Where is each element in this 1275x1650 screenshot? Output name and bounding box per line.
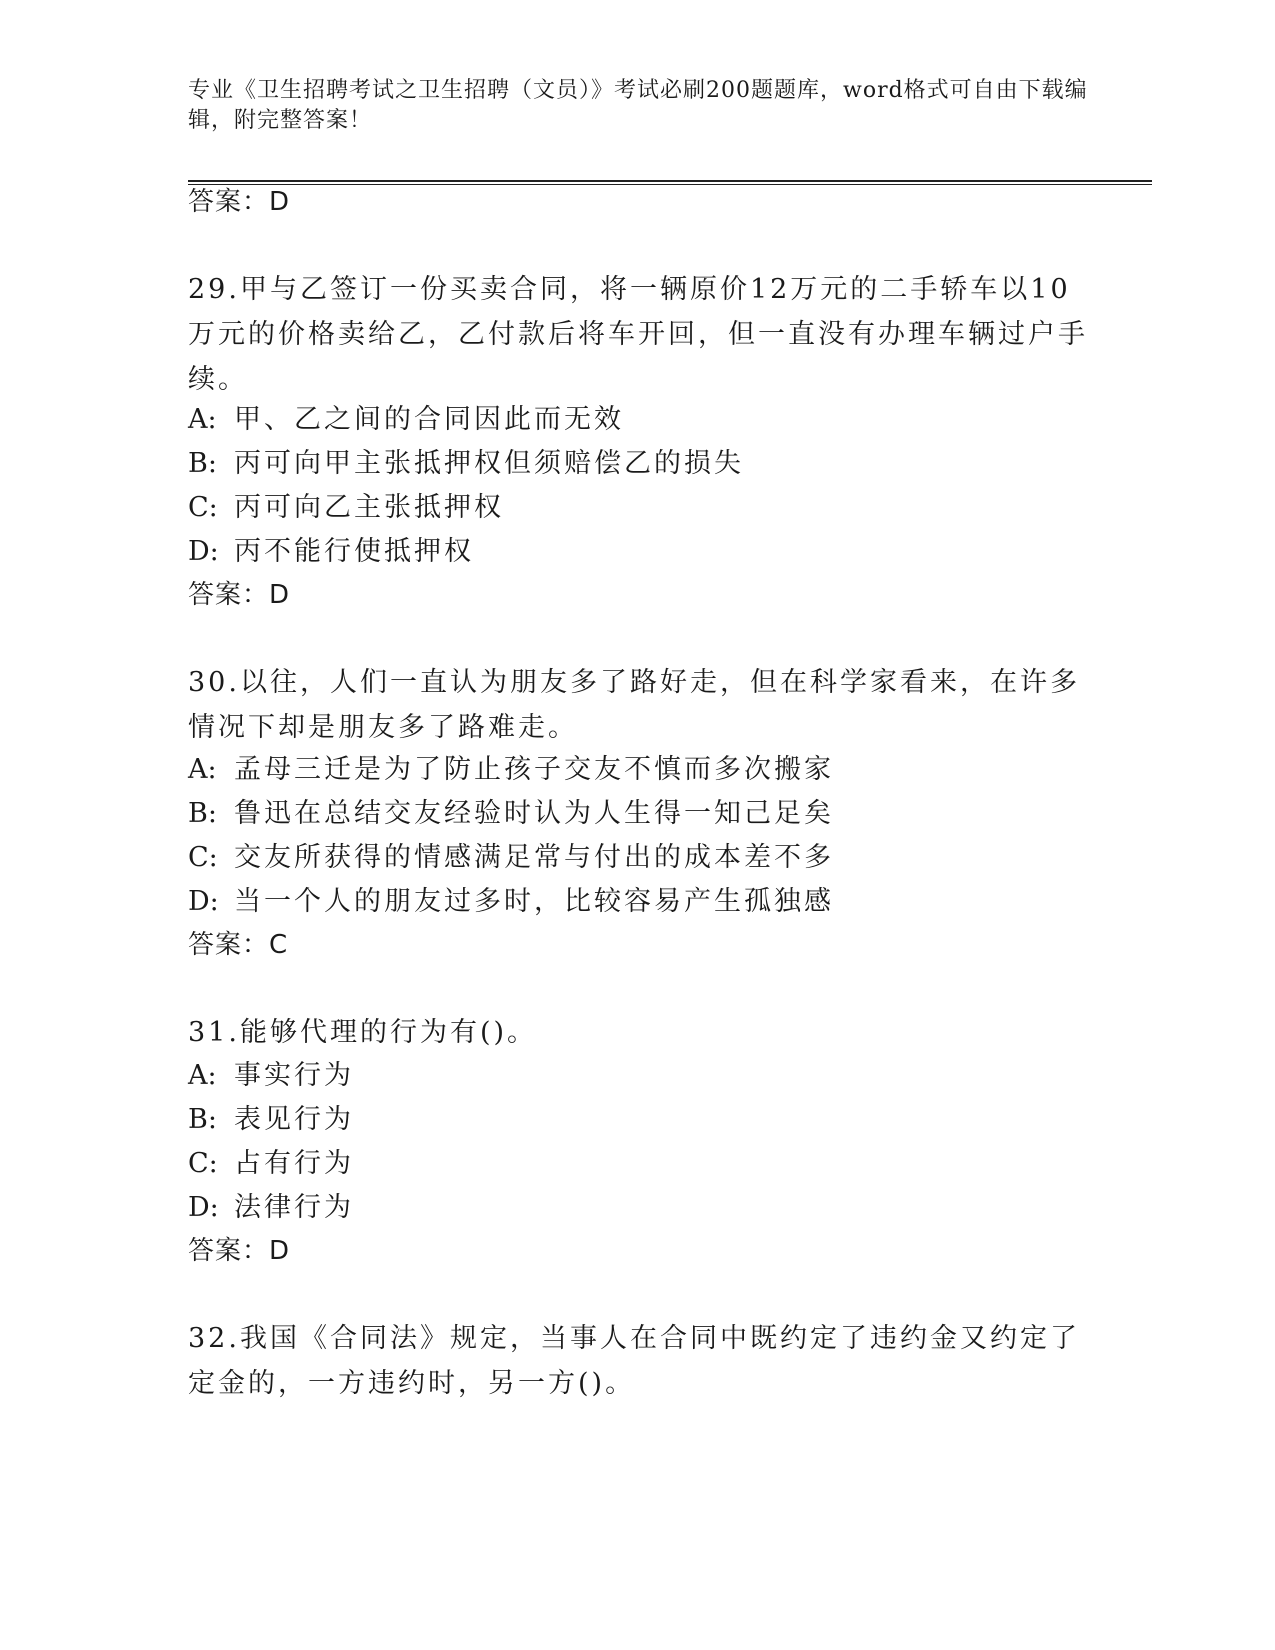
option-text: 占有行为	[234, 1148, 354, 1179]
question-31-option-d	[188, 1190, 354, 1226]
option-letter: B:	[188, 448, 217, 479]
option-text: 法律行为	[234, 1192, 354, 1223]
answer-q30: 答案：C	[188, 930, 289, 960]
question-31-option-c	[188, 1146, 354, 1182]
option-text: 鲁迅在总结交友经验时认为人生得一知己足矣	[234, 798, 834, 829]
option-letter: B:	[188, 1104, 217, 1135]
option-letter: D:	[188, 886, 219, 917]
question-32-text: 32.我国《合同法》规定，当事人在合同中既约定了违约金又约定了定金的，一方违约时，另一方()。	[188, 1323, 1080, 1399]
question-31-text: 31.能够代理的行为有()。	[188, 1017, 538, 1048]
option-text: 表见行为	[234, 1104, 354, 1135]
option-letter: C:	[188, 492, 218, 523]
option-text: 交友所获得的情感满足常与付出的成本差不多	[234, 842, 834, 873]
option-text: 丙可向甲主张抵押权但须赔偿乙的损失	[234, 448, 744, 479]
question-30-option-c	[188, 840, 834, 876]
question-31-option-b	[188, 1102, 354, 1138]
option-letter: C:	[188, 1148, 218, 1179]
question-29-text: 29.甲与乙签订一份买卖合同，将一辆原价12万元的二手轿车以10万元的价格卖给乙，乙付款后将车开回，但一直没有办理车辆过户手续。	[188, 274, 1088, 395]
question-29-option-a	[188, 402, 624, 438]
header-divider-thick	[188, 180, 1152, 182]
answer-q31: 答案：D	[188, 1236, 291, 1266]
question-29-option-b	[188, 446, 744, 482]
question-30-option-b	[188, 796, 834, 832]
question-29-option-c	[188, 490, 504, 526]
option-text: 当一个人的朋友过多时，比较容易产生孤独感	[234, 886, 834, 917]
option-letter: A:	[188, 404, 217, 435]
option-letter: B:	[188, 798, 217, 829]
option-letter: A:	[188, 1060, 217, 1091]
option-letter: C:	[188, 842, 218, 873]
option-letter: D:	[188, 1192, 219, 1223]
option-text: 丙可向乙主张抵押权	[234, 492, 504, 523]
document-header: 专业《卫生招聘考试之卫生招聘（文员）》考试必刷200题题库，word格式可自由下载编辑，附完整答案！	[188, 78, 1088, 133]
option-letter: A:	[188, 754, 217, 785]
question-30-option-a	[188, 752, 834, 788]
question-31-option-a	[188, 1058, 354, 1094]
option-text: 事实行为	[234, 1060, 354, 1091]
option-text: 孟母三迁是为了防止孩子交友不慎而多次搬家	[234, 754, 834, 785]
question-30-text: 30.以往，人们一直认为朋友多了路好走，但在科学家看来，在许多情况下却是朋友多了路难走。	[188, 667, 1080, 743]
question-30-option-d	[188, 884, 834, 920]
option-letter: D:	[188, 536, 219, 567]
header-divider-thin	[188, 184, 1152, 185]
option-text: 丙不能行使抵押权	[234, 536, 474, 567]
option-text: 甲、乙之间的合同因此而无效	[234, 404, 624, 435]
answer-q28: 答案：D	[188, 187, 291, 217]
question-29-option-d	[188, 534, 474, 570]
answer-q29: 答案：D	[188, 580, 291, 610]
